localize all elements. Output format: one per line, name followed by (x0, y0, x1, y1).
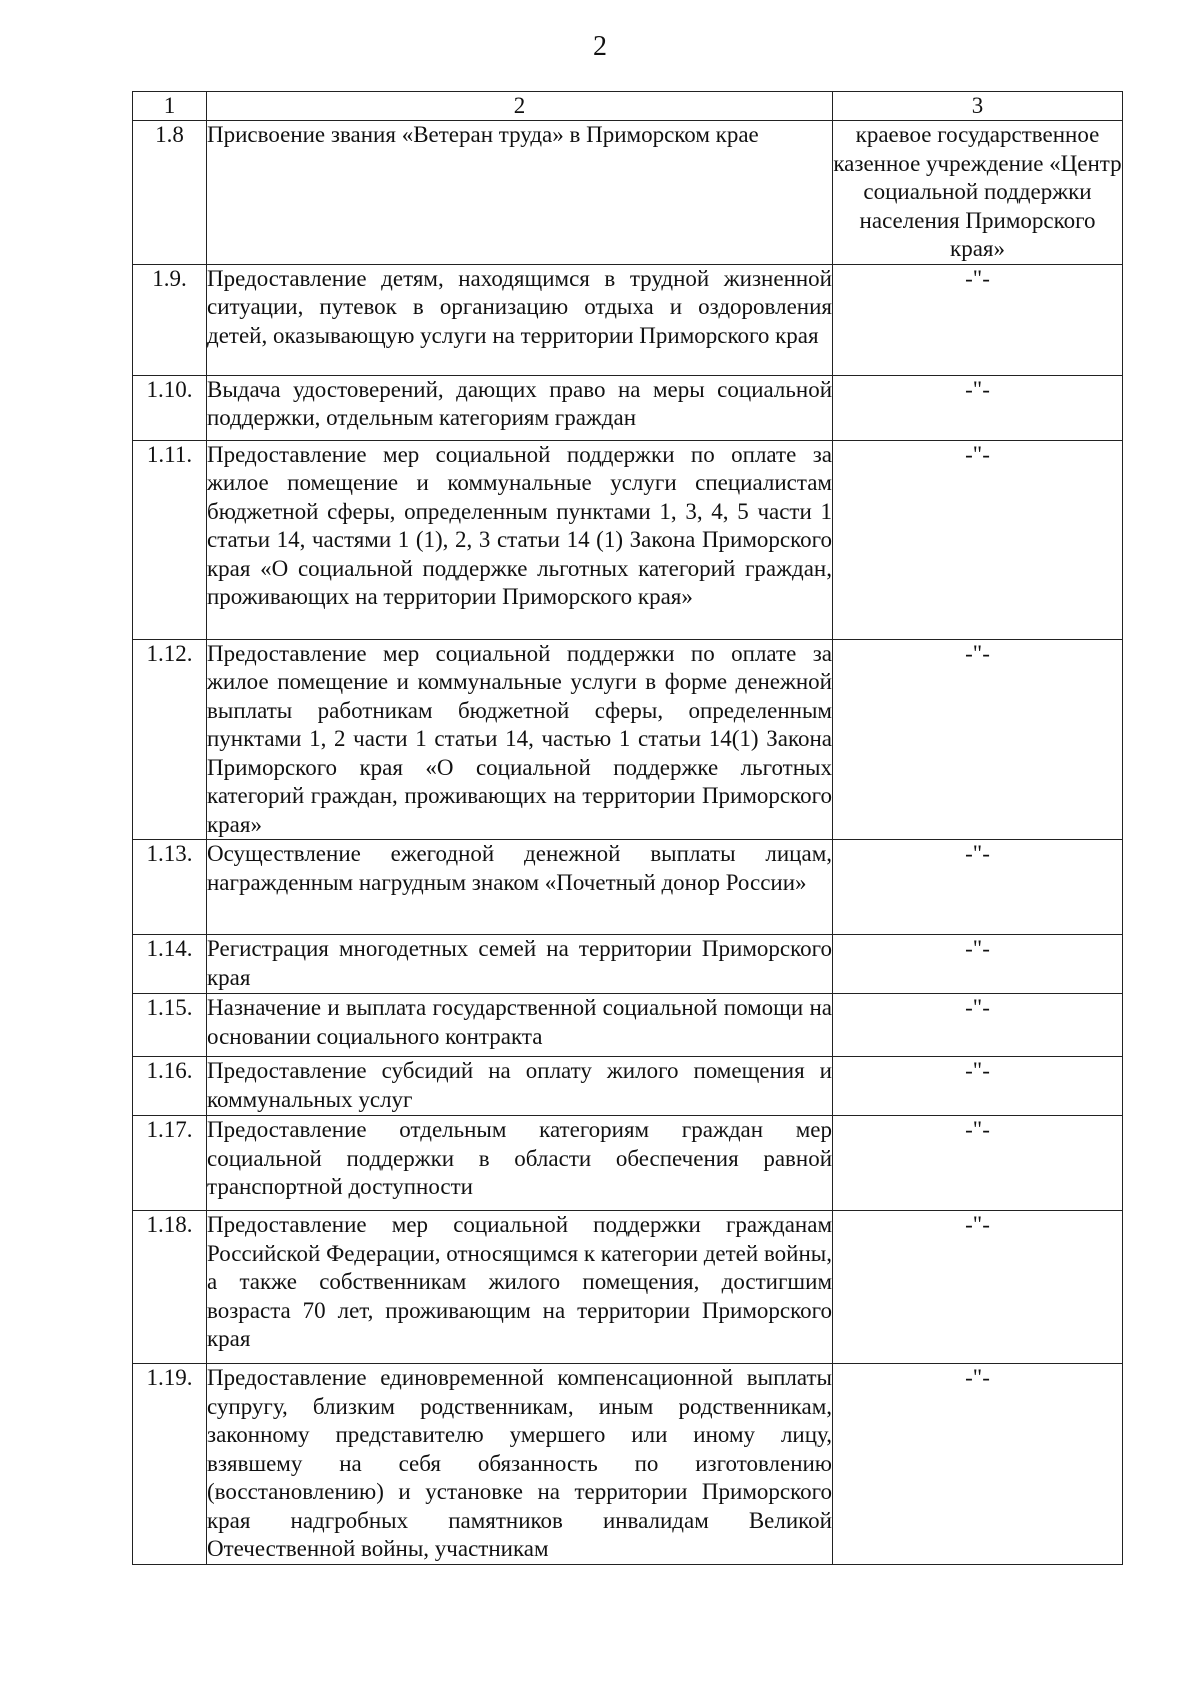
row-number: 1.16. (133, 1057, 207, 1116)
table-header-row (133, 92, 1123, 121)
column-header-number: 1 (133, 92, 207, 121)
row-number: 1.18. (133, 1211, 207, 1364)
table-row (133, 121, 1123, 265)
service-name: Выдача удостоверений, дающих право на меры социальной поддержки, отдельным категориям граждан (207, 375, 833, 440)
service-name: Предоставление мер социальной поддержки гражданам Российской Федерации, относящимся к категории детей войны, а также собственникам жилого помещения, достигшим возраста 70 лет, проживающим на территории Приморского края (207, 1211, 833, 1364)
table-row (133, 375, 1123, 440)
table-row (133, 264, 1123, 375)
organization-ditto: -"- (833, 935, 1123, 994)
service-name: Предоставление детям, находящимся в трудной жизненной ситуации, путевок в организацию отдыха и оздоровления детей, оказывающую услуги на территории Приморского края (207, 264, 833, 375)
service-name: Назначение и выплата государственной социальной помощи на основании социального контракта (207, 994, 833, 1057)
service-name: Предоставление мер социальной поддержки по оплате за жилое помещение и коммунальные услуги специалистам бюджетной сферы, определенным пунктами 1, 3, 4, 5 части 1 статьи 14, частями 1 (1), 2, 3 статьи 14 (1) Закона Приморского края «О социальной поддержке льготных категорий граждан, проживающих на территории Приморского края» (207, 440, 833, 639)
table-row (133, 1211, 1123, 1364)
table-row (133, 1116, 1123, 1211)
organization-ditto: -"- (833, 639, 1123, 840)
column-header-service: 2 (207, 92, 833, 121)
organization-ditto: -"- (833, 994, 1123, 1057)
table-row (133, 935, 1123, 994)
services-table (132, 91, 1123, 1565)
row-number: 1.13. (133, 840, 207, 935)
organization-ditto: -"- (833, 1364, 1123, 1565)
organization-ditto: -"- (833, 264, 1123, 375)
organization-name: краевое государственное казенное учреждение «Центр социальной поддержки населения Приморского края» (833, 121, 1123, 265)
organization-ditto: -"- (833, 375, 1123, 440)
table-row (133, 639, 1123, 840)
row-number: 1.17. (133, 1116, 207, 1211)
table-row (133, 1057, 1123, 1116)
organization-ditto: -"- (833, 1211, 1123, 1364)
row-number: 1.12. (133, 639, 207, 840)
table-row (133, 994, 1123, 1057)
column-header-organization: 3 (833, 92, 1123, 121)
service-name: Предоставление отдельным категориям граждан мер социальной поддержки в области обеспечения равной транспортной доступности (207, 1116, 833, 1211)
service-name: Предоставление субсидий на оплату жилого помещения и коммунальных услуг (207, 1057, 833, 1116)
page-number: 2 (593, 31, 607, 62)
service-name: Осуществление ежегодной денежной выплаты лицам, награжденным нагрудным знаком «Почетный донор России» (207, 840, 833, 935)
table-row (133, 840, 1123, 935)
row-number: 1.8 (133, 121, 207, 265)
row-number: 1.11. (133, 440, 207, 639)
organization-ditto: -"- (833, 840, 1123, 935)
organization-ditto: -"- (833, 1057, 1123, 1116)
service-name: Предоставление единовременной компенсационной выплаты супругу, близким родственникам, иным родственникам, законному представителю умершего или иному лицу, взявшему на себя обязанность по изготовлению (восстановлению) и установке на территории Приморского края надгробных памятников инвалидам Великой Отечественной войны, участникам (207, 1364, 833, 1565)
organization-ditto: -"- (833, 440, 1123, 639)
row-number: 1.9. (133, 264, 207, 375)
row-number: 1.14. (133, 935, 207, 994)
organization-ditto: -"- (833, 1116, 1123, 1211)
row-number: 1.10. (133, 375, 207, 440)
service-name: Присвоение звания «Ветеран труда» в Приморском крае (207, 121, 833, 265)
table-row (133, 1364, 1123, 1565)
row-number: 1.19. (133, 1364, 207, 1565)
service-name: Регистрация многодетных семей на территории Приморского края (207, 935, 833, 994)
table-row (133, 440, 1123, 639)
row-number: 1.15. (133, 994, 207, 1057)
service-name: Предоставление мер социальной поддержки по оплате за жилое помещение и коммунальные услуги в форме денежной выплаты работникам бюджетной сферы, определенным пунктами 1, 2 части 1 статьи 14, частью 1 статьи 14(1) Закона Приморского края «О социальной поддержке льготных категорий граждан, проживающих на территории Приморского края» (207, 639, 833, 840)
